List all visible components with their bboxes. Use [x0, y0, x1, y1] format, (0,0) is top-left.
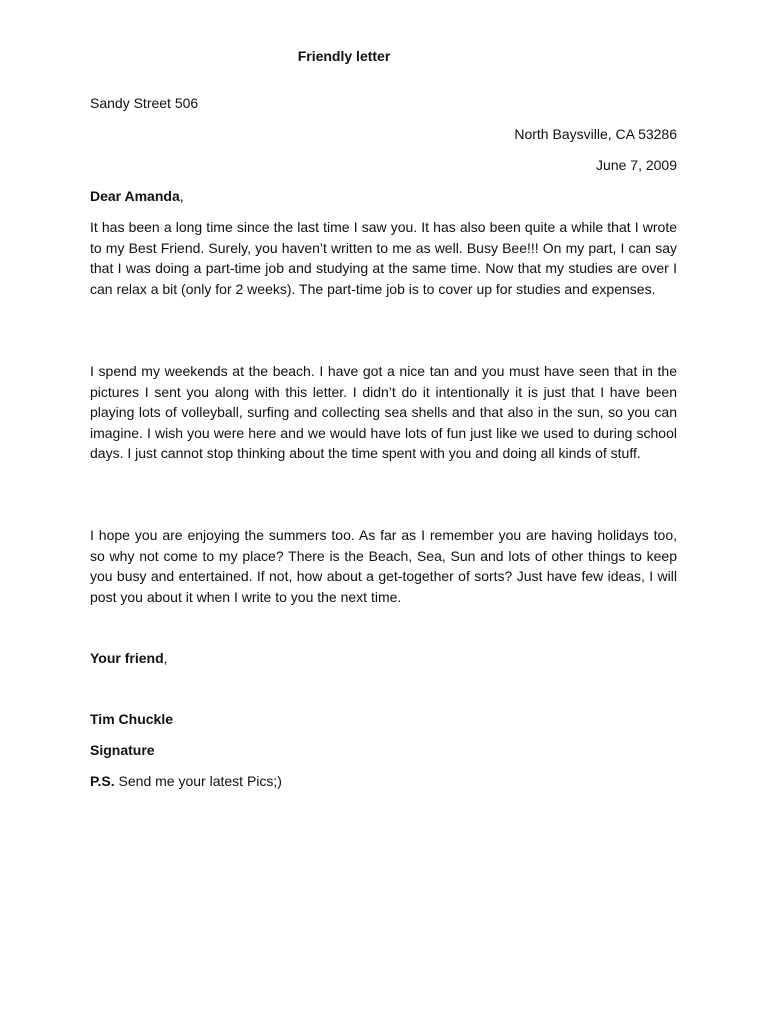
body-paragraph-3: I hope you are enjoying the summers too. As far as I remember you are having holidays too, so why not come to my place? There is the Beach, Sea, Sun and lots of other things to keep you busy and entertained. If not, how about a get-together of sorts? Just have few ideas, I will post you about it when I write to you the next time.	[90, 527, 677, 605]
sender-name-text: Tim Chuckle	[90, 711, 173, 727]
closing-text: Your friend	[90, 650, 164, 666]
salutation-punctuation: ,	[179, 188, 184, 204]
sender-address: Sandy Street 506	[90, 95, 199, 111]
salutation	[90, 187, 184, 205]
closing-punctuation: ,	[163, 650, 168, 666]
signature-label-text: Signature	[90, 742, 155, 758]
letter-title: Friendly letter	[297, 48, 391, 64]
body-paragraph-1: It has been a long time since the last time I saw you. It has also been quite a while that I wrote to my Best Friend. Surely, you haven’t written to me as well. Busy Bee!!! On my part, I can say that I was doing a part-time job and studying at the same time. Now that my studies are over I can relax a bit (only for 2 weeks). The part-time job is to cover up for studies and expenses.	[90, 219, 677, 297]
sender-name	[90, 710, 173, 728]
closing	[90, 649, 168, 667]
postscript-text: Send me your latest Pics;)	[114, 773, 282, 789]
letter-date: June 7, 2009	[596, 157, 677, 173]
signature-label	[90, 741, 155, 759]
body-paragraph-2: I spend my weekends at the beach. I have got a nice tan and you must have seen that in the pictures I sent you along with this letter. I didn’t do it intentionally it is just that I have been playing lots of volleyball, surfing and collecting sea shells and that also in the sun, so you can imagine. I wish you were here and we would have lots of fun just like we used to during school days. I just cannot stop thinking about the time spent with you and doing all kinds of stuff.	[90, 363, 677, 462]
postscript-label: P.S.	[90, 773, 115, 789]
salutation-name: Dear Amanda	[90, 188, 180, 204]
sender-city: North Baysville, CA 53286	[514, 126, 677, 142]
postscript	[90, 772, 282, 790]
